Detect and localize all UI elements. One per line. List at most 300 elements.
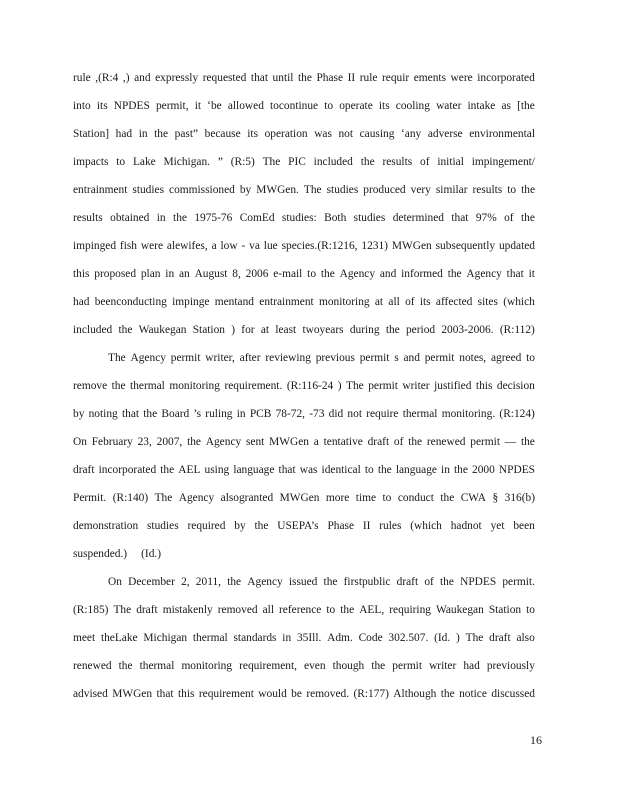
word: Adm. (327, 632, 353, 644)
word: (R:140) (112, 492, 149, 504)
word: the (154, 128, 169, 140)
word: the (118, 660, 133, 672)
word: 97% (475, 212, 497, 224)
word: permit (470, 436, 500, 448)
word: Station] (73, 128, 110, 140)
word: justified (434, 380, 472, 392)
word: to (116, 156, 126, 168)
word: (R:185) (73, 604, 109, 616)
word: Michigan. (163, 156, 211, 168)
word: and (403, 352, 420, 364)
word: — (504, 436, 517, 448)
word: ” (217, 156, 223, 168)
word: (R:124) (499, 408, 535, 420)
word: to (307, 268, 317, 280)
word: its (247, 128, 259, 140)
word: ) (231, 324, 236, 336)
word: ’s (193, 408, 202, 420)
word: were (450, 72, 473, 84)
word: of (393, 436, 404, 448)
word: because (204, 128, 241, 140)
word: language (233, 464, 275, 476)
word: the (227, 576, 242, 588)
word: not (338, 128, 354, 140)
word: this (177, 688, 195, 700)
word: notes, (459, 352, 487, 364)
word: this (475, 380, 493, 392)
word: the (520, 436, 535, 448)
word: conduct (397, 492, 434, 504)
word: AEL, (359, 604, 385, 616)
word: language (395, 464, 437, 476)
word: in (236, 408, 246, 420)
word: draft (396, 576, 419, 588)
word: suspended.) (73, 548, 128, 560)
word: intake (467, 100, 496, 112)
word: period (405, 324, 436, 336)
page-number: 16 (530, 733, 542, 747)
word: NPDES (113, 100, 150, 112)
word: Permit. (73, 492, 107, 504)
word: ) (337, 380, 342, 392)
word: impinged (73, 240, 117, 252)
word: draft (73, 464, 95, 476)
word: August (194, 268, 228, 280)
word: advised (73, 688, 108, 700)
word: the (254, 520, 269, 532)
word: of (420, 156, 430, 168)
word: MWGen (112, 688, 153, 700)
word: did (328, 408, 344, 420)
word: that (506, 268, 524, 280)
word: The (345, 380, 364, 392)
word: ‘be (207, 100, 222, 112)
text-line (73, 264, 535, 292)
word: to (324, 100, 334, 112)
word: ,(R:4 (95, 72, 119, 84)
word: entrainment (259, 296, 314, 308)
word: 78-72, (275, 408, 306, 420)
word: the (440, 492, 455, 504)
word: requirement. (224, 380, 283, 392)
text-line (73, 432, 535, 460)
word: at (374, 296, 384, 308)
word: The (108, 352, 126, 364)
word: (R:5) (230, 156, 255, 168)
word: required (187, 520, 226, 532)
text-line (73, 460, 535, 488)
word: proposed (94, 268, 137, 280)
word: monitoring (318, 296, 370, 308)
word: studies (326, 184, 359, 196)
word: II (362, 520, 371, 532)
text-line (73, 68, 535, 96)
word: in (441, 464, 450, 476)
word: NPDES (460, 576, 497, 588)
word: thermal (130, 380, 165, 392)
word: December (128, 576, 175, 588)
word: operation (264, 128, 308, 140)
word: Agency (339, 268, 376, 280)
word: causing (359, 128, 395, 140)
word: permit (368, 380, 398, 392)
word: renewed (73, 660, 112, 672)
word: February (91, 436, 133, 448)
text-line (73, 600, 535, 628)
word: of (504, 212, 514, 224)
word: The (303, 184, 322, 196)
word: noting (88, 408, 118, 420)
word: the (371, 660, 386, 672)
text-line (73, 292, 535, 320)
word: by (234, 520, 246, 532)
word: PCB (249, 408, 272, 420)
word: a (211, 240, 217, 252)
word: demonstration (73, 520, 139, 532)
text-line (73, 544, 535, 572)
word: were (140, 240, 164, 252)
word: draft (367, 436, 390, 448)
word: impinge (172, 296, 210, 308)
word: the (143, 408, 158, 420)
word: writer, (205, 352, 235, 364)
word: into (73, 100, 91, 112)
word: as (501, 100, 511, 112)
word: environmental (469, 128, 535, 140)
word: draft (136, 604, 158, 616)
word: the (440, 688, 455, 700)
word: the (118, 324, 133, 336)
word: discussed (491, 688, 535, 700)
word: of (405, 296, 415, 308)
word: MWGen. (256, 184, 299, 196)
word: Agency (130, 352, 166, 364)
word: the (521, 184, 535, 196)
word: remove (73, 380, 108, 392)
word: Agency (466, 268, 502, 280)
word: monitoring. (441, 408, 496, 420)
word: § (492, 492, 499, 504)
word: informed (401, 268, 443, 280)
word: On (73, 436, 87, 448)
word: II (347, 72, 356, 84)
word: species.(R:1216, (281, 240, 358, 252)
word: the (440, 576, 454, 588)
word: to (526, 604, 535, 616)
word: more (325, 492, 350, 504)
word: (which (410, 520, 442, 532)
text-line (73, 96, 535, 124)
word: the (454, 464, 468, 476)
word: lue (263, 240, 278, 252)
word: - (241, 240, 246, 252)
word: standards (233, 632, 277, 644)
text-line (73, 656, 535, 684)
word: 1975-76 (194, 212, 233, 224)
word: Waukegan (138, 324, 187, 336)
word: updated (498, 240, 535, 252)
word: of (424, 576, 434, 588)
word: studies: (281, 212, 317, 224)
word: (R:116-24 (286, 380, 334, 392)
word: its (378, 100, 390, 112)
word: rules (379, 520, 402, 532)
word: the (340, 604, 355, 616)
word: draft (489, 632, 511, 644)
word: water (436, 100, 462, 112)
word: The (113, 604, 132, 616)
word: (Id.) (141, 548, 162, 560)
word: adverse (427, 128, 463, 140)
text-line (73, 488, 535, 516)
word: Michigan (143, 632, 188, 644)
word: hadnot (450, 520, 482, 532)
word: writer (429, 660, 457, 672)
word: Phase (327, 520, 355, 532)
word: all (262, 604, 274, 616)
word: 35Ill. (296, 632, 322, 644)
word: beenconducting (94, 296, 167, 308)
word: results (472, 184, 503, 196)
word: affected (435, 296, 473, 308)
word: Lake (132, 156, 156, 168)
word: (R:177) (353, 688, 389, 700)
word: the (320, 268, 335, 280)
word: to (382, 492, 392, 504)
word: to (364, 464, 374, 476)
word: PIC (288, 156, 306, 168)
word: Both (324, 212, 347, 224)
text-line (73, 572, 535, 600)
word: using (204, 464, 230, 476)
word: rule (73, 72, 91, 84)
word: 302.507. (388, 632, 429, 644)
word: impingement/ (471, 156, 535, 168)
word: yet (490, 520, 505, 532)
word: removed (217, 604, 258, 616)
word: MWGen (279, 492, 320, 504)
word: -73 (309, 408, 325, 420)
word: had (115, 128, 133, 140)
word: was (314, 128, 332, 140)
word: monitoring (181, 660, 233, 672)
text-line (73, 152, 535, 180)
word: previous (315, 352, 355, 364)
word: cooling (395, 100, 430, 112)
text-line (73, 628, 535, 656)
word: firstpublic (343, 576, 391, 588)
word: its (419, 296, 431, 308)
word: included (313, 156, 353, 168)
word: though (332, 660, 365, 672)
word: this (73, 268, 90, 280)
word: had (463, 660, 480, 672)
word: to (326, 604, 336, 616)
text-line (73, 516, 535, 544)
word: and (134, 72, 151, 84)
text-line (73, 124, 535, 152)
word: past” (174, 128, 199, 140)
word: permit (170, 352, 201, 364)
word: it (528, 268, 535, 280)
word: alsogranted (220, 492, 274, 504)
word: an (178, 268, 190, 280)
text-line (73, 684, 535, 712)
word: Waukegan (436, 604, 484, 616)
word: 23, (137, 436, 152, 448)
word: permit. (502, 576, 535, 588)
word: been (513, 520, 535, 532)
word: studies (147, 520, 179, 532)
word: results (382, 156, 413, 168)
word: AEL (178, 464, 201, 476)
word: MWGen (391, 240, 432, 252)
word: reference (279, 604, 322, 616)
word: theLake (100, 632, 138, 644)
word: expressly (155, 72, 199, 84)
word: the (385, 324, 400, 336)
word: On (108, 576, 122, 588)
word: requested (202, 72, 247, 84)
word: identical (321, 464, 361, 476)
word: ‘any (401, 128, 422, 140)
word: very (410, 184, 431, 196)
word: would (258, 688, 287, 700)
word: in (165, 268, 175, 280)
word: determined (392, 212, 444, 224)
word: [the (517, 100, 535, 112)
word: a (313, 436, 319, 448)
word: that (121, 408, 140, 420)
word: meet (73, 632, 96, 644)
text-line (73, 376, 535, 404)
word: by (239, 184, 252, 196)
text-line (73, 180, 535, 208)
word: The (465, 632, 484, 644)
word: the (187, 436, 201, 448)
word: fish (119, 240, 137, 252)
word: ements (413, 72, 446, 84)
word: also (516, 632, 535, 644)
word: renewed (426, 436, 466, 448)
text-line (73, 236, 535, 264)
word: Station (192, 324, 225, 336)
word: (which (503, 296, 535, 308)
word: 2000 (472, 464, 495, 476)
word: obtained (110, 212, 150, 224)
word: allowed (227, 100, 264, 112)
word: alewifes, (166, 240, 208, 252)
text-line (73, 348, 535, 376)
word: entrainment (73, 184, 128, 196)
text-line (73, 320, 535, 348)
word: NPDES (498, 464, 535, 476)
word: Agency (178, 492, 215, 504)
word: Board (161, 408, 190, 420)
word: and (379, 268, 397, 280)
word: similar (435, 184, 468, 196)
word: in (282, 632, 292, 644)
word: e-mail (273, 268, 303, 280)
word: the (297, 72, 312, 84)
word: all (388, 296, 400, 308)
word: removed. (306, 688, 350, 700)
word: 2011, (195, 576, 222, 588)
word: The (154, 492, 173, 504)
word: subsequently (435, 240, 496, 252)
word: writer (402, 380, 430, 392)
word: for (241, 324, 255, 336)
word: monitoring (169, 380, 220, 392)
word: Station (488, 604, 522, 616)
word: requirement (198, 688, 254, 700)
word: incorporated (477, 72, 535, 84)
word: that (156, 688, 174, 700)
word: reviewing (265, 352, 311, 364)
word: s (394, 352, 399, 364)
word: ,) (122, 72, 130, 84)
word: that (250, 72, 268, 84)
word: 1231) (361, 240, 388, 252)
word: incorporated (98, 464, 157, 476)
word: during (349, 324, 380, 336)
word: at (260, 324, 270, 336)
word: after (239, 352, 261, 364)
word: by (73, 408, 85, 420)
word: the (521, 212, 535, 224)
word: 2006 (245, 268, 269, 280)
paragraph (73, 348, 535, 572)
word: Agency (205, 436, 242, 448)
word: 8, (232, 268, 241, 280)
word: 2003-2006. (441, 324, 494, 336)
word: ruling (205, 408, 233, 420)
word: that (278, 464, 296, 476)
word: thermal (139, 660, 175, 672)
word: thermal (192, 632, 228, 644)
word: plan (140, 268, 161, 280)
word: (Id. (434, 632, 451, 644)
word: agreed (490, 352, 522, 364)
word: sites (477, 296, 498, 308)
word: requiring (389, 604, 431, 616)
word: time (355, 492, 377, 504)
word: results (73, 212, 103, 224)
word: The (262, 156, 281, 168)
word: (R:112) (499, 324, 535, 336)
word: commissioned (169, 184, 235, 196)
word: the (323, 576, 338, 588)
word: the (111, 380, 126, 392)
word: studies (132, 184, 165, 196)
word: previously (486, 660, 535, 672)
word: the (377, 464, 392, 476)
word: twoyears (302, 324, 344, 336)
word: requirement, (239, 660, 297, 672)
word: rule (359, 72, 378, 84)
word: permit, (155, 100, 189, 112)
word: 316(b) (504, 492, 535, 504)
word: in (156, 212, 166, 224)
word: tocontinue (270, 100, 319, 112)
text-line (73, 404, 535, 432)
word: va (249, 240, 260, 252)
word: operate (339, 100, 373, 112)
word: the (173, 212, 187, 224)
word: ComEd (239, 212, 275, 224)
word: the (360, 156, 375, 168)
word: the (447, 268, 462, 280)
